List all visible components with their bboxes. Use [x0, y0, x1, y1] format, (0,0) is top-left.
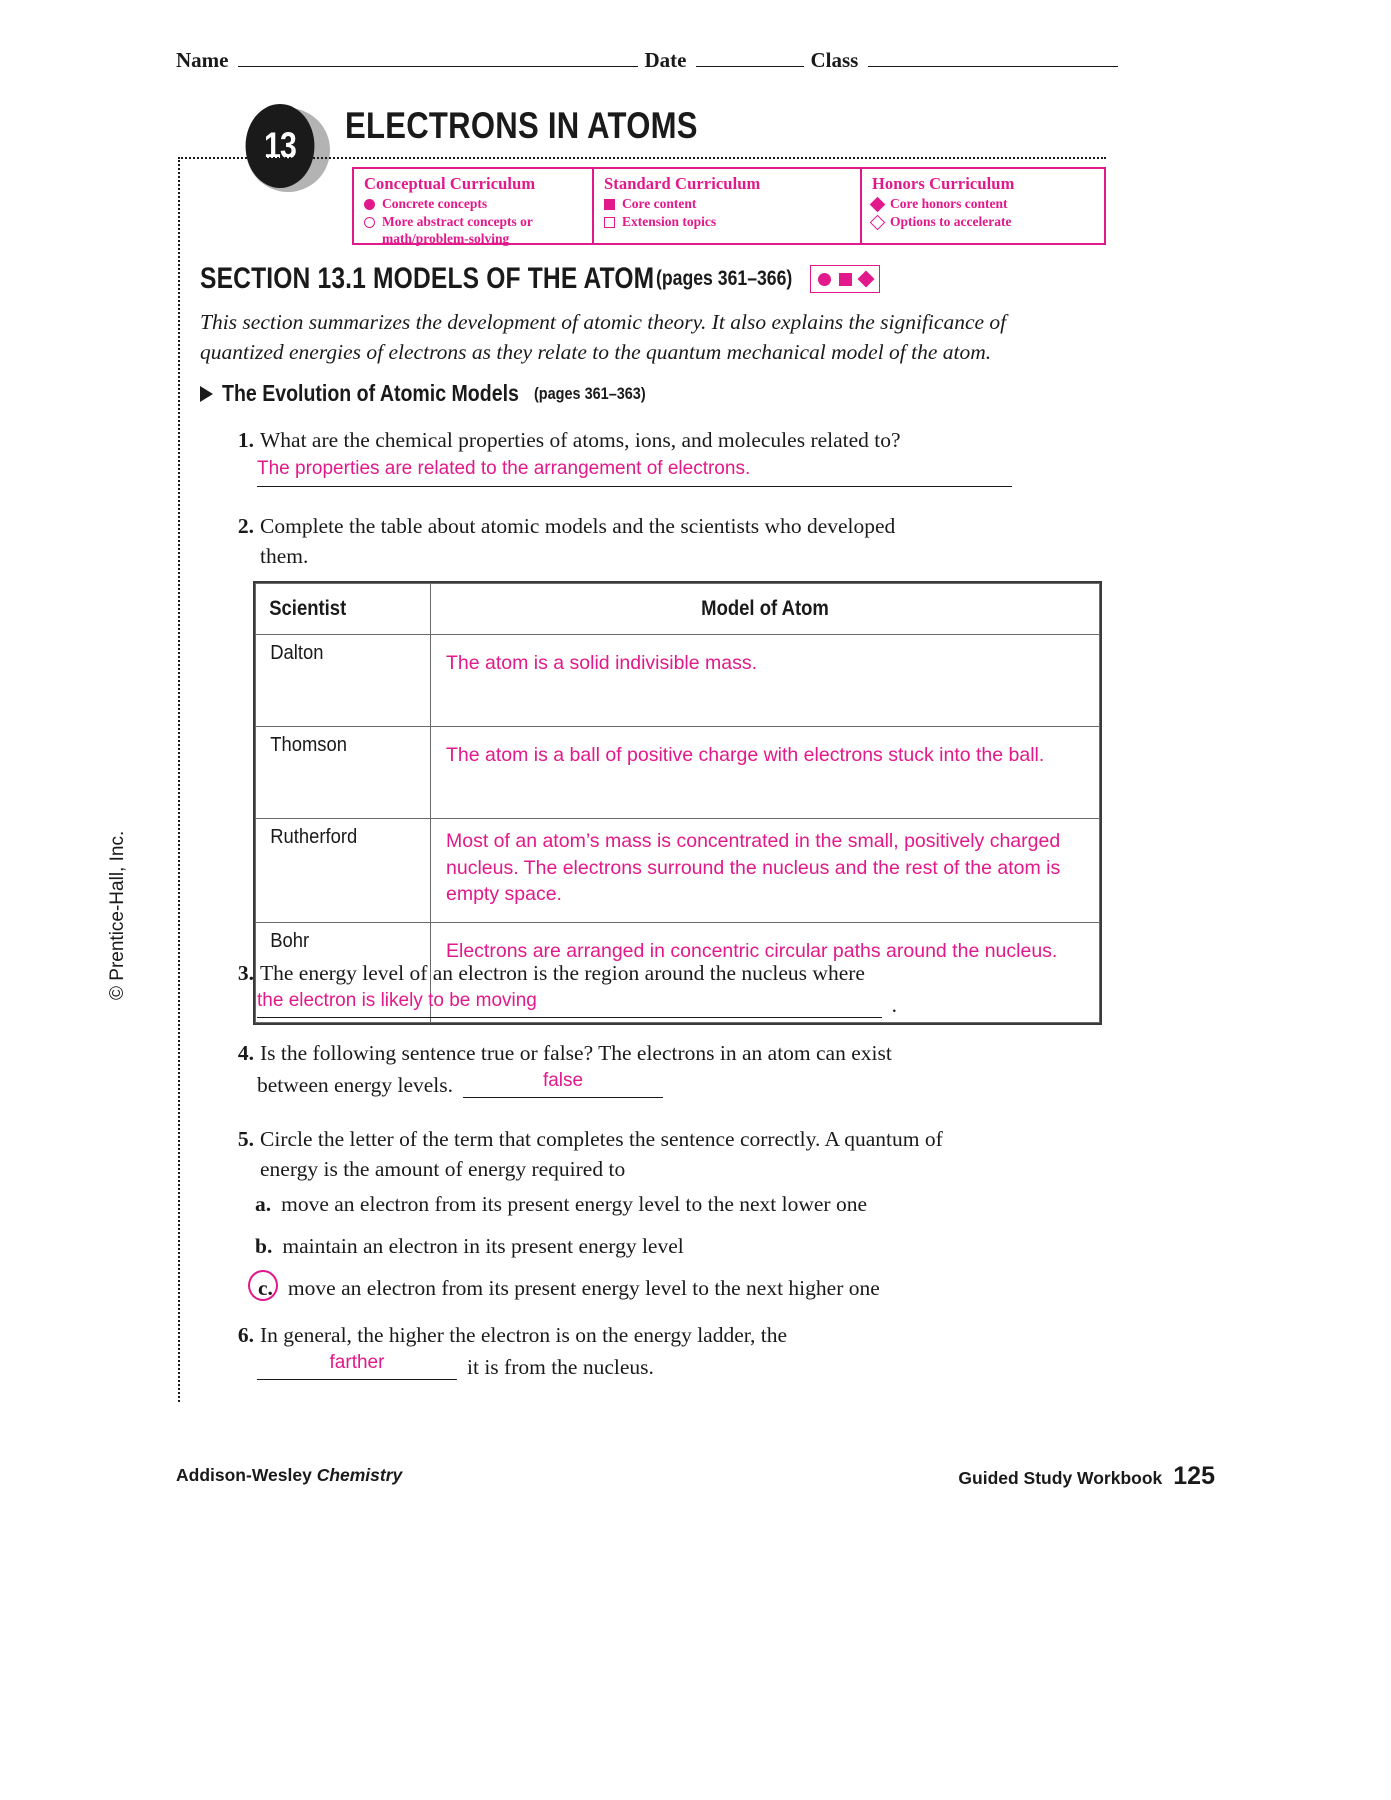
legend-item-extension-topics: [604, 214, 860, 231]
chapter-number-badge: 13: [246, 104, 315, 188]
question-1-answer: The properties are related to the arrangement of electrons.: [257, 458, 1012, 487]
subsection-pages: (pages 361–363): [534, 383, 646, 403]
footer-book-title: Chemistry: [316, 1465, 403, 1485]
footer-left: [176, 1465, 402, 1486]
legend-column-standard: [594, 169, 862, 243]
question-3: [228, 958, 1108, 988]
choice-text-a: move an electron from its present energy level to the next lower one: [281, 1192, 867, 1216]
table-cell-model[interactable]: Electrons are arranged in concentric circular paths around the nucleus.: [431, 922, 1100, 1022]
question-6-answer[interactable]: farther: [257, 1352, 457, 1380]
open-square-icon: [604, 217, 615, 228]
section-pages: (pages 361–366): [656, 267, 793, 290]
chapter-title: ELECTRONS IN ATOMS: [345, 105, 698, 146]
legend-column-conceptual: [354, 169, 594, 246]
question-1: [228, 425, 1108, 455]
footer-workbook-label: Guided Study Workbook: [958, 1468, 1163, 1488]
filled-diamond-icon: [858, 271, 875, 288]
section-intro-text: This section summarizes the development of atomic theory. It also explains the significance of quantized energies of electrons as they relate to the quantum mechanical model of the atom.: [200, 310, 1007, 364]
section-title: SECTION 13.1 MODELS OF THE ATOM: [200, 262, 655, 295]
table-row: [256, 819, 1100, 923]
section-heading: [200, 262, 880, 296]
table-row: [256, 635, 1100, 727]
question-3-answer-line[interactable]: [257, 990, 897, 1018]
question-5: [228, 1124, 963, 1184]
question-5-number: 5.: [237, 1127, 254, 1151]
legend-item-label: Options to accelerate: [890, 213, 1012, 229]
question-4-answer[interactable]: false: [463, 1070, 663, 1098]
subsection-heading: [200, 380, 666, 407]
choice-letter-b: b.: [255, 1234, 273, 1258]
question-6-answer-row: [257, 1352, 654, 1380]
question-1-answer-line[interactable]: [257, 458, 1012, 487]
name-label: Name: [176, 48, 229, 72]
curriculum-legend: [352, 167, 1106, 245]
filled-square-icon: [604, 199, 615, 210]
student-id-line: [176, 48, 1106, 73]
table-header-scientist: Scientist: [269, 597, 347, 620]
question-4-text-cont: between energy levels.: [257, 1073, 454, 1097]
question-4-answer-row: [257, 1070, 663, 1098]
question-1-text: What are the chemical properties of atoms, ions, and molecules related to?: [260, 428, 901, 452]
legend-item-core-content: [604, 196, 860, 213]
footer-publisher: Addison-Wesley: [176, 1465, 317, 1485]
table-cell-scientist: Thomson: [256, 727, 417, 819]
table-header-row: [256, 584, 1100, 635]
page-number: 125: [1173, 1462, 1215, 1490]
question-6-number: 6.: [237, 1323, 254, 1347]
question-2-text: Complete the table about atomic models and the scientists who developed them.: [260, 514, 896, 569]
copyright-notice: © Prentice-Hall, Inc.: [107, 830, 128, 1000]
question-6-text-cont: it is from the nucleus.: [467, 1355, 654, 1379]
legend-item-abstract-concepts-cont: math/problem-solving: [382, 230, 510, 246]
table-row: [256, 727, 1100, 819]
question-3-answer: the electron is likely to be moving: [257, 990, 882, 1018]
table-cell-model[interactable]: The atom is a ball of positive charge with electrons stuck into the ball.: [431, 727, 1100, 819]
legend-honors-heading: Honors Curriculum: [872, 174, 1015, 193]
choice-letter-a: a.: [255, 1192, 272, 1216]
open-circle-icon: [364, 217, 375, 228]
footer-right: [958, 1462, 1215, 1491]
class-blank[interactable]: [868, 52, 1118, 67]
question-3-number: 3.: [237, 961, 254, 985]
legend-conceptual-heading: Conceptual Curriculum: [364, 174, 536, 193]
date-label: Date: [644, 48, 687, 72]
table-cell-scientist: Dalton: [256, 635, 417, 727]
legend-column-honors: [862, 169, 1104, 243]
open-diamond-icon: [870, 215, 886, 231]
question-3-text: The energy level of an electron is the region around the nucleus where: [260, 961, 865, 985]
section-curriculum-badge: [810, 265, 880, 293]
question-5-text: Circle the letter of the term that completes the sentence correctly. A quantum of energy is the amount of energy required to: [260, 1127, 943, 1182]
table-cell-model[interactable]: The atom is a solid indivisible mass.: [431, 635, 1100, 727]
class-label: Class: [810, 48, 859, 72]
legend-item-label: Concrete concepts: [382, 196, 488, 211]
subsection-title: The Evolution of Atomic Models: [222, 380, 519, 406]
dotted-horizontal-rule: [178, 157, 1106, 159]
dotted-vertical-rule: [178, 157, 180, 1402]
table-header-model: Model of Atom: [701, 597, 829, 620]
question-2-number: 2.: [237, 514, 254, 538]
question-5-choice-c[interactable]: [255, 1276, 880, 1301]
legend-standard-heading: Standard Curriculum: [604, 174, 761, 193]
filled-diamond-icon: [870, 197, 886, 213]
legend-item-label: More abstract concepts or: [382, 213, 533, 229]
triangle-bullet-icon: [200, 386, 213, 402]
date-blank[interactable]: [696, 52, 804, 67]
legend-item-label: Core content: [622, 196, 697, 211]
question-3-period: .: [891, 993, 897, 1017]
table-cell-model[interactable]: Most of an atom’s mass is concentrated in the small, positively charged nucleus. The electrons surround the nucleus and the rest of the atom is empty space.: [431, 819, 1100, 923]
question-2: [228, 511, 928, 571]
question-6: [228, 1320, 1108, 1350]
question-4-number: 4.: [237, 1041, 254, 1065]
legend-item-concrete-concepts: [364, 196, 592, 213]
filled-circle-icon: [364, 199, 375, 210]
question-5-choice-a[interactable]: [255, 1192, 867, 1217]
legend-item-label: Extension topics: [622, 213, 717, 229]
question-5-choice-b[interactable]: [255, 1234, 684, 1259]
choice-letter-c-circled: c.: [255, 1276, 276, 1301]
question-6-text: In general, the higher the electron is on the energy ladder, the: [260, 1323, 788, 1347]
legend-item-label: Core honors content: [890, 196, 1008, 211]
table-cell-scientist: Bohr: [256, 922, 417, 1022]
choice-text-b: maintain an electron in its present energy level: [282, 1234, 684, 1258]
question-4-text: Is the following sentence true or false? The electrons in an atom can exist: [260, 1041, 892, 1065]
legend-item-options-accelerate: [872, 214, 1104, 231]
filled-square-icon: [839, 273, 852, 286]
question-4: [228, 1038, 1108, 1068]
filled-circle-icon: [818, 273, 831, 286]
question-1-number: 1.: [237, 428, 254, 452]
table-cell-scientist: Rutherford: [256, 819, 417, 923]
name-blank[interactable]: [238, 52, 638, 67]
legend-item-core-honors: [872, 196, 1104, 213]
choice-text-c: move an electron from its present energy level to the next higher one: [287, 1276, 880, 1300]
legend-item-abstract-concepts: [364, 214, 592, 231]
